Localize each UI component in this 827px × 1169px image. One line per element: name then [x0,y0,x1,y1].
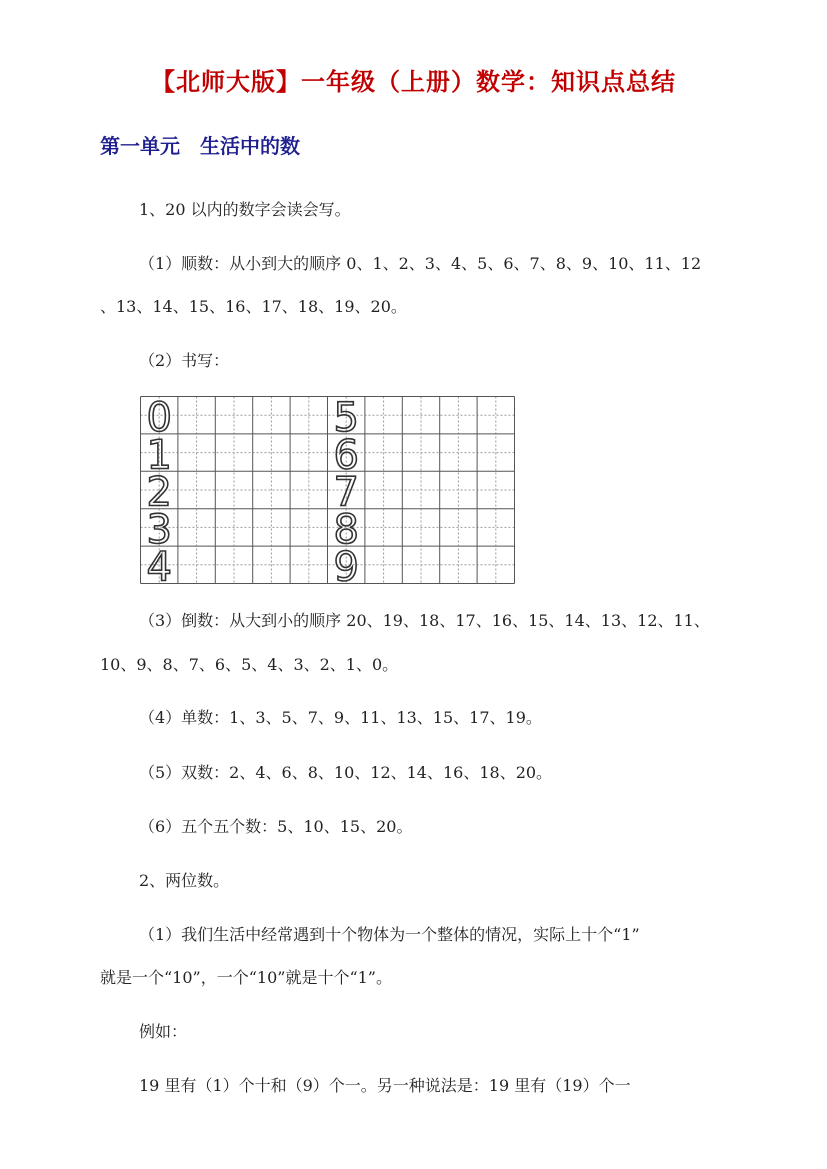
item3-line1: （3）倒数：从大到小的顺序 20、19、18、17、16、15、14、13、12、11、 [139,611,710,630]
title-rest: 一年级（上册）数学：知识点总结 [301,67,676,96]
item6: （6）五个五个数：5、10、15、20。 [139,817,413,836]
item1-line2: 、13、14、15、16、17、18、19、20。 [100,297,407,316]
section2-heading: 2、两位数。 [139,871,230,890]
section1-heading: 1、20 以内的数字会读会写。 [139,200,351,219]
title-bracket-text: 【北师大版】 [151,67,301,96]
grid-digit-right: 5 [333,396,359,441]
grid-digit-left: 0 [146,396,172,441]
item1-line1: （1）顺数：从小到大的顺序 0、1、2、3、4、5、6、7、8、9、10、11、12 [139,254,702,273]
grid-digit-left: 1 [146,432,172,479]
section2-item1-line1: （1）我们生活中经常遇到十个物体为一个整体的情况，实际上十个“1” [139,925,640,944]
grid-digit-right: 6 [333,432,359,479]
example-line: 19 里有（1）个十和（9）个一。另一种说法是：19 里有（19）个一 [139,1076,631,1095]
section2-item1-line2: 就是一个“10”，一个“10”就是十个“1”。 [100,968,392,987]
grid-digit-right: 8 [333,507,359,554]
item4: （4）单数：1、3、5、7、9、11、13、15、17、19。 [139,708,542,727]
item5: （5）双数：2、4、6、8、10、12、14、16、18、20。 [139,763,553,782]
grid-digit-left: 2 [146,469,172,516]
grid-digit-left: 4 [146,544,172,584]
example-label: 例如： [139,1022,188,1041]
unit-heading: 第一单元 生活中的数 [100,134,300,158]
grid-digit-right: 9 [333,544,359,584]
grid-digit-left: 3 [146,507,172,554]
writing-grid [140,396,515,584]
grid-digit-right: 7 [333,469,359,516]
document-title [0,62,827,97]
item3-line2: 10、9、8、7、6、5、4、3、2、1、0。 [100,655,399,674]
item2-label: （2）书写： [139,351,230,370]
